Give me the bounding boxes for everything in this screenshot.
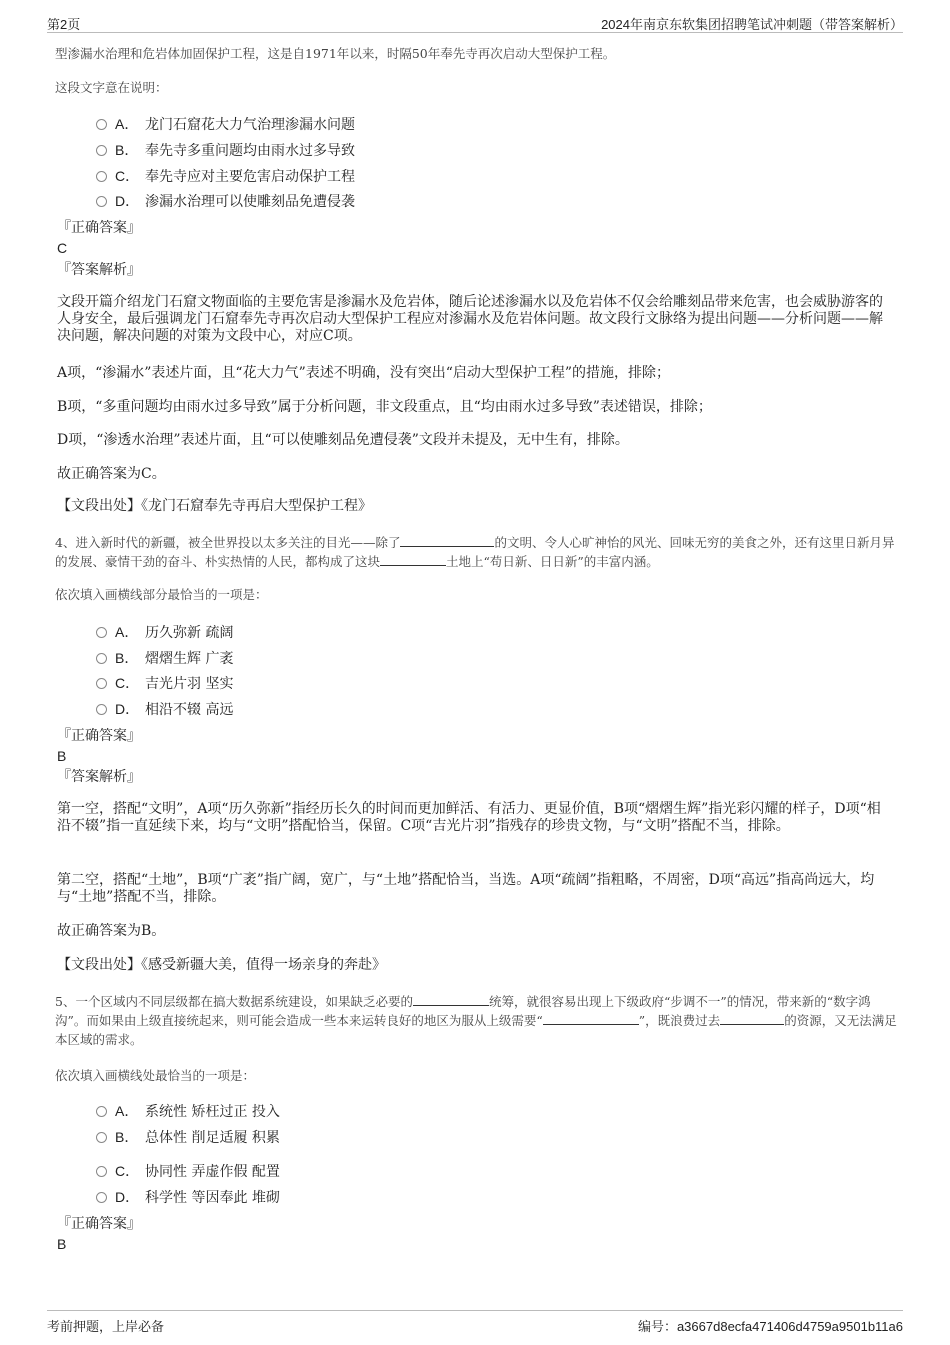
blank-3: [720, 1012, 784, 1025]
radio-icon[interactable]: [96, 653, 107, 664]
q3-option-d[interactable]: D． 渗漏水治理可以使雕刻品免遭侵袭: [96, 191, 355, 212]
document-title: 2024年南京东软集团招聘笔试冲刺题（带答案解析）: [601, 17, 903, 32]
radio-icon[interactable]: [96, 678, 107, 689]
q3-answer-label: 『正确答案』: [57, 220, 141, 236]
q5-stem: 5、一个区域内不同层级都在搞大数据系统建设，如果缺乏必要的 统筹，就很容易出现上下级政府“步调不一”的情况，带来新的“数字鸿沟”。而如果由上级直接统起来，则可能会造成一些本来运转良好的地区为服从上级需要“ ”，既浪费过去 的资源，又无法满足本区域的需求。: [55, 994, 897, 1047]
radio-icon[interactable]: [96, 119, 107, 130]
q3-option-b[interactable]: B． 奉先寺多重问题均由雨水过多导致: [96, 140, 355, 161]
q3-option-a[interactable]: A． 龙门石窟花大力气治理渗漏水问题: [96, 114, 355, 135]
q3-answer: C: [57, 240, 68, 256]
q4-prompt: 依次填入画横线部分最恰当的一项是：: [55, 587, 268, 602]
q5-option-d[interactable]: D． 科学性 等因奉此 堆砌: [96, 1187, 280, 1208]
q5-option-b[interactable]: B． 总体性 削足适履 积累: [96, 1127, 280, 1148]
q4-analysis-para-3: 故正确答案为B。: [57, 923, 166, 939]
radio-icon[interactable]: [96, 704, 107, 715]
q4-option-d[interactable]: D． 相沿不辍 高远: [96, 699, 233, 720]
q4-analysis-label: 『答案解析』: [57, 769, 141, 785]
q4-option-b[interactable]: B． 熠熠生辉 广袤: [96, 648, 233, 669]
radio-icon[interactable]: [96, 196, 107, 207]
q4-source: 【文段出处】《感受新疆大美，值得一场亲身的奔赴》: [57, 957, 386, 973]
radio-icon[interactable]: [96, 627, 107, 638]
radio-icon[interactable]: [96, 1106, 107, 1117]
document-code: 编号：a3667d8ecfa471406d4759a9501b11a6: [637, 1319, 903, 1335]
q5-option-a[interactable]: A． 系统性 矫枉过正 投入: [96, 1101, 280, 1122]
q5-option-c[interactable]: C． 协同性 弄虚作假 配置: [96, 1161, 280, 1182]
blank-2: [543, 1012, 639, 1025]
q3-source: 【文段出处】《龙门石窟奉先寺再启大型保护工程》: [57, 498, 372, 514]
q3-analysis-label: 『答案解析』: [57, 262, 141, 278]
q4-stem: 4、进入新时代的新疆，被全世界投以太多关注的目光——除了 的文明、令人心旷神怡的风光、回味无穷的美食之外，还有这里日新月异的发展、豪情干劲的奋斗、朴实热情的人民，都构成了这块 土地上“苟日新、日日新”的丰富内涵。: [55, 535, 895, 569]
q4-analysis-para-1: 第一空，搭配“文明”，A项“历久弥新”指经历长久的时间而更加鲜活、有活力、更显价值，B项“熠熠生辉”指光彩闪耀的样子，D项“相沿不辍”指一直延续下来，均与“文明”搭配恰当，保留。C项“吉光片羽”指残存的珍贵文物，与“文明”搭配不当，排除。: [57, 801, 881, 834]
blank-1: [413, 993, 489, 1006]
q4-answer: B: [57, 748, 67, 764]
radio-icon[interactable]: [96, 1166, 107, 1177]
q3-stem-tail: 型渗漏水治理和危岩体加固保护工程，这是自1971年以来，时隔50年奉先寺再次启动大型保护工程。: [55, 46, 616, 61]
q4-answer-label: 『正确答案』: [57, 728, 141, 744]
q3-analysis-para-5: 故正确答案为C。: [57, 466, 166, 482]
radio-icon[interactable]: [96, 171, 107, 182]
q3-analysis-para-1: 文段开篇介绍龙门石窟文物面临的主要危害是渗漏水及危岩体，随后论述渗漏水以及危岩体不仅会给雕刻品带来危害，也会威胁游客的人身安全，最后强调龙门石窟奉先寺再次启动大型保护工程应对渗漏水及危岩体问题。故文段行文脉络为提出问题——分析问题——解决问题，解决问题的对策为文段中心，对应C项。: [57, 294, 883, 344]
q3-prompt: 这段文字意在说明：: [55, 80, 168, 95]
page-footer: [47, 1310, 903, 1335]
q4-analysis-para-2: 第二空，搭配“土地”，B项“广袤”指广阔，宽广，与“土地”搭配恰当，当选。A项“疏阔”指粗略，不周密，D项“高远”指高尚远大，均与“土地”搭配不当，排除。: [57, 872, 875, 905]
page-number: 第2页: [47, 17, 81, 32]
q3-option-c[interactable]: C． 奉先寺应对主要危害启动保护工程: [96, 166, 355, 187]
blank-1: [400, 534, 494, 547]
q4-option-a[interactable]: A． 历久弥新 疏阔: [96, 622, 233, 643]
q3-analysis-para-2: A项，“渗漏水”表述片面，且“花大力气”表述不明确，没有突出“启动大型保护工程”的措施，排除；: [57, 365, 671, 381]
q3-analysis-para-3: B项，“多重问题均由雨水过多导致”属于分析问题，非文段重点，且“均由雨水过多导致”表述错误，排除；: [57, 399, 712, 415]
q5-answer: B: [57, 1236, 67, 1252]
footer-slogan: 考前押题，上岸必备: [47, 1320, 165, 1335]
blank-2: [380, 553, 446, 566]
q3-analysis-para-4: D项，“渗透水治理”表述片面，且“可以使雕刻品免遭侵袭”文段并未提及，无中生有，排除。: [57, 432, 629, 448]
q4-option-c[interactable]: C． 吉光片羽 坚实: [96, 673, 233, 694]
q5-prompt: 依次填入画横线处最恰当的一项是：: [55, 1068, 256, 1083]
q5-answer-label: 『正确答案』: [57, 1216, 141, 1232]
radio-icon[interactable]: [96, 145, 107, 156]
radio-icon[interactable]: [96, 1192, 107, 1203]
radio-icon[interactable]: [96, 1132, 107, 1143]
page-header: [47, 12, 903, 33]
